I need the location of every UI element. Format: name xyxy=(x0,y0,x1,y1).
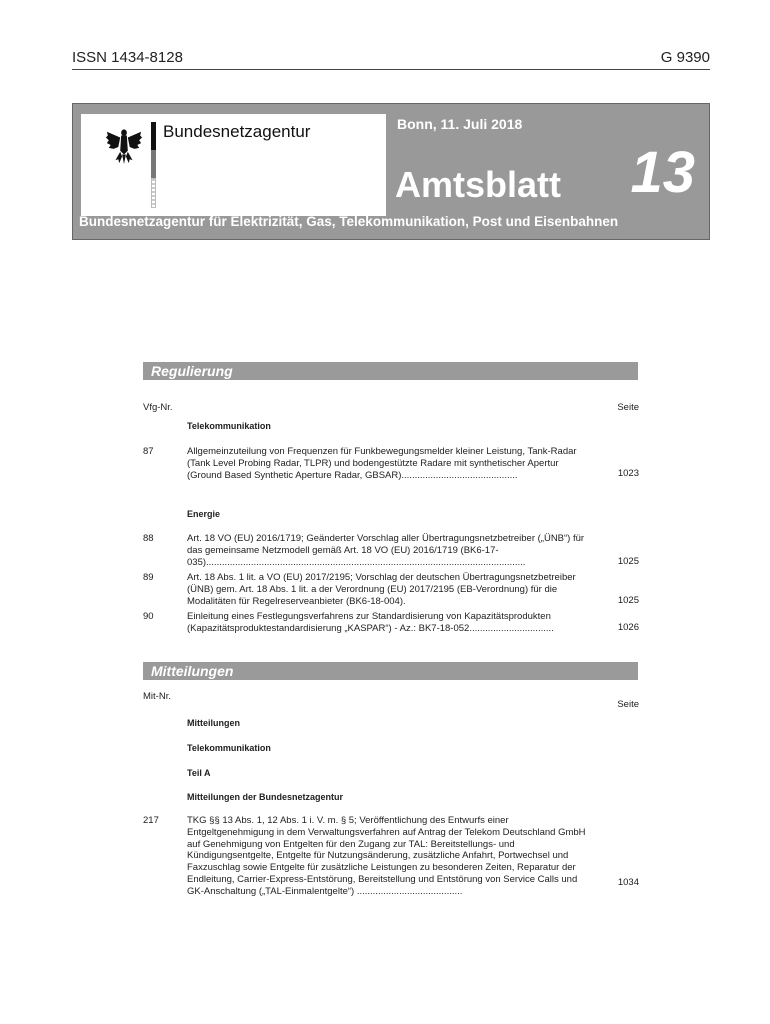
agency-name: Bundesnetzagentur xyxy=(163,122,311,141)
entry-page: 1034 xyxy=(617,877,639,888)
flag-stripe xyxy=(151,122,156,208)
section-heading-mitteilungen: Mitteilungen xyxy=(143,662,638,680)
entry-number: 217 xyxy=(143,815,159,826)
entry-page: 1025 xyxy=(617,556,639,567)
issue-date: Bonn, 11. Juli 2018 xyxy=(397,116,523,132)
federal-eagle-icon xyxy=(105,126,143,166)
entry-text: Art. 18 VO (EU) 2016/1719; Geänderter Vorschlag aller Übertragungsnetzbetreiber („ÜNB“) für das gemeinsame Netzmodell gemäß Art. 18 VO (EU) 2016/1719 (BK6-17-035)......................................................................................................................... xyxy=(187,533,585,568)
entry-text: Einleitung eines Festlegungsverfahrens zur Standardisierung von Kapazitätsprodukten (Kapazitätsproduktestandardisierung „KASPAR“) - Az.: BK7-18-052................................ xyxy=(187,611,554,634)
column-label-mit-nr: Mit-Nr. xyxy=(143,691,171,702)
group-heading-mitteilungen-bnetza: Mitteilungen der Bundesnetzagentur xyxy=(187,792,344,802)
entry-page: 1023 xyxy=(617,468,639,479)
publication-subtitle: Bundesnetzagentur für Elektrizität, Gas, Telekommunikation, Post und Eisenbahnen xyxy=(79,214,619,229)
entry-number: 90 xyxy=(143,611,154,622)
group-heading-telekommunikation: Telekommunikation xyxy=(187,421,271,431)
entry-number: 89 xyxy=(143,572,154,583)
postal-code-number: G 9390 xyxy=(660,49,710,66)
group-heading-telekommunikation: Telekommunikation xyxy=(187,743,271,753)
entry-number: 87 xyxy=(143,446,154,457)
entry-number: 88 xyxy=(143,533,154,544)
column-label-seite: Seite xyxy=(617,699,639,710)
group-heading-teil-a: Teil A xyxy=(187,768,211,778)
group-heading-mitteilungen: Mitteilungen xyxy=(187,718,240,728)
issn-number: ISSN 1434-8128 xyxy=(72,49,183,66)
logo-box xyxy=(81,114,386,216)
column-label-seite: Seite xyxy=(617,402,639,413)
entry-text: Allgemeinzuteilung von Frequenzen für Funkbewegungsmelder kleiner Leistung, Tank-Radar (Tank Level Probing Radar, TLPR) und bodengestützte Radare mit synthetischer Apertur (Ground Based Synthetic Aperture Radar, GBSAR)............................................ xyxy=(187,446,577,481)
column-label-vfg-nr: Vfg-Nr. xyxy=(143,402,173,413)
entry-page: 1025 xyxy=(617,595,639,606)
entry-page: 1026 xyxy=(617,622,639,633)
group-heading-energie: Energie xyxy=(187,509,221,519)
entry-text: Art. 18 Abs. 1 lit. a VO (EU) 2017/2195; Vorschlag der deutschen Übertragungsnetzbetreiber (ÜNB) gem. Art. 18 Abs. 1 lit. a der Verordnung (EU) 2017/2195 (EB-Verordnung) für die Modalitäten für Regelreserveanbieter (BK6-18-004). xyxy=(187,572,576,607)
running-header xyxy=(72,49,710,70)
issue-number: 13 xyxy=(630,140,695,205)
entry-text: TKG §§ 13 Abs. 1, 12 Abs. 1 i. V. m. § 5; Veröffentlichung des Entwurfs einer Entgeltgenehmigung in dem Verwaltungsverfahren auf Antrag der Telekom Deutschland GmbH auf Genehmigung von Entgelten für den Zugang zur TAL: Bereitstellungs- und Kündigungsentgelte, Entgelte für Nutzungsänderung, zusätzliche Anfahrt, Portwechsel und Faxzuschlag sowie Entgelte für zusätzliche Leistungen zu besonderen Zeiten, Reparatur der Endleitung, Carrier-Express-Entstörung, Bereitstellung und Entstörung von Service Calls und GK-Anschaltung („TAL-Einmalentgelte“) ........................................ xyxy=(187,815,586,897)
section-heading-regulierung: Regulierung xyxy=(143,362,638,380)
masthead-banner xyxy=(72,103,710,240)
publication-title: Amtsblatt xyxy=(395,164,562,205)
